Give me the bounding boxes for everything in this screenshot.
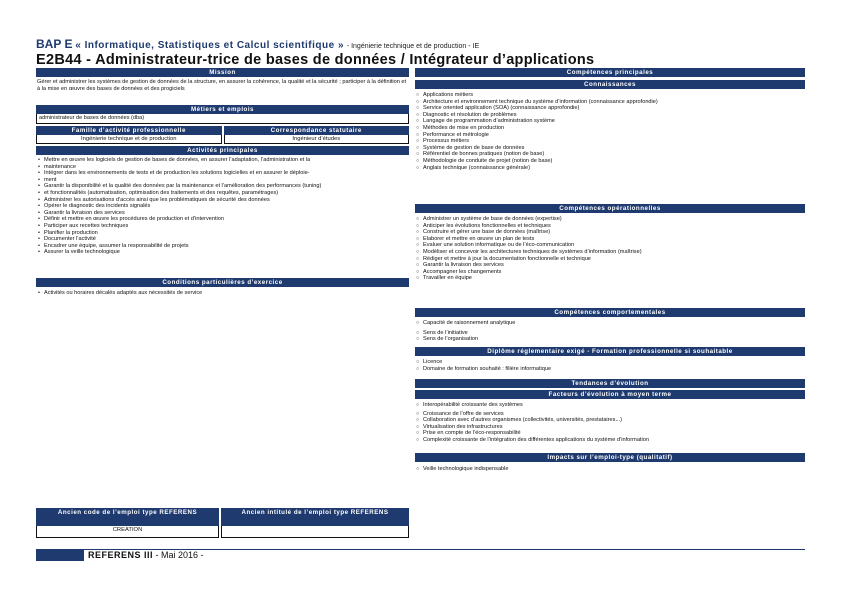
ancien-table [36,508,409,538]
list-item: ○ Interopérabilité croissante des systèmes [415,402,805,409]
list-item: • ment [36,177,409,184]
diplome-header: Diplôme réglementaire exigé - Formation professionnelle si souhaitable [415,347,805,356]
corresp-header: Correspondance statutaire [224,126,410,135]
list-item: ○ Méthodologie de conduite de projet (notion de base) [415,158,805,165]
list-item: ○ Méthodes de mise en production [415,125,805,132]
comportementales-header: Compétences comportementales [415,308,805,317]
list-item: ○ Administrer un système de base de données (expertise) [415,216,805,223]
footer [88,550,204,560]
list-item: • Administrer les autorisations d’accès ainsi que les problématiques de sécurité des données [36,197,409,204]
mission-header: Mission [36,68,409,77]
list-item: ○ Elaborer et mettre en œuvre un plan de tests [415,236,805,243]
list-item: ○ Processus métiers [415,138,805,145]
list-item: ○ Diagnostic et résolution de problèmes [415,112,805,119]
footer-bar [36,549,84,561]
diplome-list [415,356,805,379]
list-item: ○ Référentiel de bonnes pratiques (notion de base) [415,151,805,158]
list-item: ○ Collaboration avec d’autres organismes (collectivités, universités, prestataires...) [415,417,805,424]
left-column [36,68,409,297]
ancien-header-row [36,508,409,526]
connaissances-header: Connaissances [415,80,805,89]
list-item: ○ Croissance de l’offre de services [415,411,805,418]
famille-row [36,126,409,135]
ancien-intitule-header: Ancien intitulé de l’emploi type REFERENS [221,508,409,526]
list-item: ○ Travailler en équipe [415,275,805,282]
activites-header: Activités principales [36,146,409,155]
operationnelles-list [415,213,805,308]
list-item: ○ Applications métiers [415,92,805,99]
facteurs-list [415,399,805,453]
list-item: ○ Evaluer une solution informatique ou de l’éco-communication [415,242,805,249]
list-item: • Encadrer une équipe, assumer la responsabilité de projets [36,243,409,250]
bap-code: BAP E [36,37,73,51]
list-item: ○ Anglais technique (connaissance générale) [415,165,805,172]
list-item: • Intégrer dans les environnements de tests et de production les solutions logicielles et en assurer le déploie- [36,170,409,177]
list-item: ○ Rédiger et mettre à jour la documentation fonctionnelle et technique [415,256,805,263]
metiers-text: administrateur de bases de données (dba) [36,114,409,124]
tendances-header: Tendances d’évolution [415,379,805,388]
activites-list [36,155,409,278]
connaissances-list [415,89,805,204]
ancien-code-header: Ancien code de l’emploi type REFERENS [36,508,219,526]
metiers-header: Métiers et emplois [36,105,409,114]
impacts-header: Impacts sur l’emploi-type (qualitatif) [415,453,805,462]
footer-brand: REFERENS III [88,550,154,560]
list-item: ○ Performance et métrologie [415,132,805,139]
competences-header: Compétences principales [415,68,805,77]
bap-subtitle: - Ingénierie technique et de production - IE [346,43,480,50]
list-item: ○ Complexité croissante de l’intégration des différentes applications du système d’information [415,437,805,444]
list-item: • Activités ou horaires décalés adaptés aux nécessités de service [36,290,409,297]
list-item: ○ Architecture et environnement technique du système d’information (connaissance approfondie) [415,99,805,106]
mission-text: Gérer et administrer les systèmes de gestion de données de la structure, en assurer la cohérence, la qualité et la sécurité ; participer à la définition et à la mise en œuvre des bases de données et des progiciels [37,79,407,92]
list-item: • Mettre en œuvre les logiciels de gestion de bases de données, en assurer l’adaptation, l’administration et la [36,157,409,164]
list-item: ○ Veille technologique indispensable [415,466,805,473]
comportementales-list [415,317,805,347]
ancien-code-value: CREATION [36,526,219,538]
operationnelles-header: Compétences opérationnelles [415,204,805,213]
list-item: ○ Système de gestion de base de données [415,145,805,152]
list-item: ○ Domaine de formation souhaité : filière informatique [415,366,805,373]
list-item: • Planifier la production [36,230,409,237]
list-item: ○ Service oriented application (SOA) (connaissance approfondie) [415,105,805,112]
list-item: ○ Anticiper les évolutions fonctionnelles et techniques [415,223,805,230]
list-item: ○ Langage de programmation d’administration système [415,118,805,125]
ancien-values-row [36,526,409,538]
list-item: • et fonctionnalités (automatisation, optimisation des traitements et des requêtes, paramétrages) [36,190,409,197]
list-item: ○ Sens de l’initiative [415,330,805,337]
page-title: E2B44 - Administrateur-trice de bases de données / Intégrateur d’applications [36,52,595,68]
list-item: ○ Accompagner les changements [415,269,805,276]
list-item: ○ Virtualisation des infrastructures [415,424,805,431]
corresp-value: Ingénieur d’études [224,135,410,144]
list-item: ○ Capacité de raisonnement analytique [415,320,805,327]
list-item: • Définir et mettre en œuvre les procédures de production et d’intervention [36,216,409,223]
list-item: ○ Construire et gérer une base de données (maîtrise) [415,229,805,236]
footer-date: - Mai 2016 - [153,550,204,560]
list-item: • Garantir la livraison des services [36,210,409,217]
ancien-intitule-value [221,526,409,538]
list-item: • Garantir la disponibilité et la qualité des données par la maintenance et l’amélioration des performances (tuning) [36,183,409,190]
conditions-header: Conditions particulières d’exercice [36,278,409,287]
famille-value: Ingénierie technique et de production [36,135,222,144]
famille-values-row [36,135,409,144]
list-item: ○ Licence [415,359,805,366]
right-column [415,68,805,473]
famille-header: Famille d’activité professionnelle [36,126,222,135]
list-item: • Opérer le diagnostic des incidents signalés [36,203,409,210]
bap-title: « Informatique, Statistiques et Calcul scientifique » [75,40,345,51]
list-item: • Documenter l’activité [36,236,409,243]
list-item: ○ Sens de l’organisation [415,336,805,343]
facteurs-header: Facteurs d’évolution à moyen terme [415,390,805,399]
impacts-list [415,462,805,473]
list-item: ○ Garantir la livraison des services [415,262,805,269]
conditions-list [36,287,409,297]
list-item: ○ Prise en compte de l’éco-responsabilité [415,430,805,437]
list-item: ○ Modéliser et concevoir les architectures techniques de systèmes d’information (maîtrise) [415,249,805,256]
list-item: • Participer aux recettes techniques [36,223,409,230]
list-item: • maintenance [36,164,409,171]
list-item: • Assurer la veille technologique [36,249,409,256]
bap-line [36,37,479,51]
